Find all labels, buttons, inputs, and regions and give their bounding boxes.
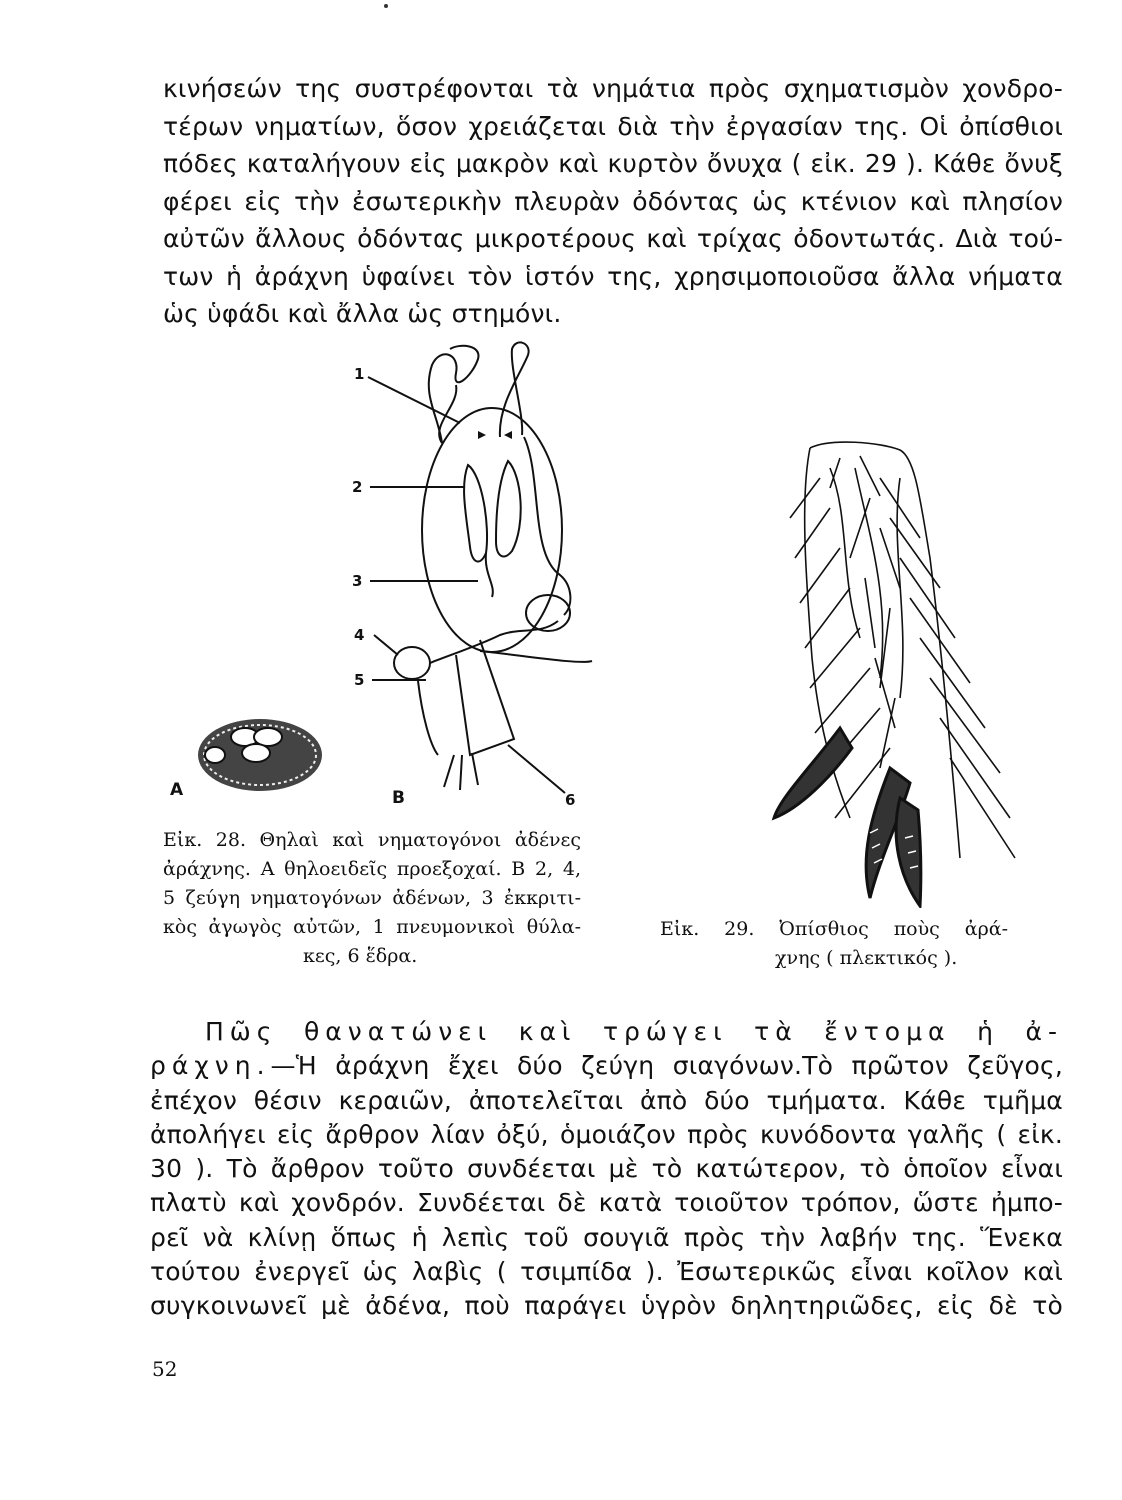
section-heading-continued: ράχνη. [150, 1051, 271, 1081]
text-line: τέρων νηματίων, ὅσον χρειάζεται διὰ τὴν ἐργασίαν της. Οἱ ὀπίσθιοι [163, 111, 1063, 141]
text-line: ρεῖ νὰ κλίνῃ ὅπως ἡ λεπὶς τοῦ σουγιᾶ πρὸς τὴν λαβήν της. Ἕνεκα [150, 1222, 1063, 1252]
label-2: 2 [352, 478, 363, 496]
figure-29-illustration [770, 438, 1070, 908]
caption-line: Εἰκ. 29. Ὀπίσθιος ποὺς ἀρά- [660, 918, 1008, 940]
label-a: A [170, 780, 184, 800]
label-5: 5 [354, 671, 365, 689]
text-line: ὡς ὑφάδι καὶ ἄλλα ὡς στημόνι. [163, 299, 562, 328]
section-heading: Πῶς θανατώνει καὶ τρώγει τὰ ἔντομα ἡ ἀ- [205, 1017, 1063, 1046]
text-line: ἐπέχον θέσιν κεραιῶν, ἀποτελεῖται ἀπὸ δύο τμήματα. Κάθε τμῆμα [150, 1085, 1063, 1115]
text-line: πλατὺ καὶ χονδρόν. Συνδέεται δὲ κατὰ τοιοῦτον τρόπον, ὥστε ἠμπο- [150, 1188, 1063, 1218]
label-6: 6 [565, 791, 576, 809]
text-line: πόδες καταλήγουν εἰς μακρὸν καὶ κυρτὸν ὄνυχα ( εἰκ. 29 ). Κάθε ὄνυξ [163, 149, 1063, 178]
print-speck [384, 4, 388, 8]
caption-line: ἀράχνης. A θηλοειδεῖς προεξοχαί. B 2, 4, [163, 858, 581, 880]
figure-28-illustration [160, 335, 600, 820]
caption-line: κὸς ἀγωγὸς αὐτῶν, 1 πνευμονικοὶ θύλα- [163, 916, 581, 938]
label-b: B [392, 788, 405, 808]
top-paragraph [163, 70, 1063, 333]
text-line: των ἡ ἀράχνη ὑφαίνει τὸν ἱστόν της, χρησιμοποιοῦσα ἄλλα νήματα [163, 261, 1063, 291]
caption-line: χνης ( πλεκτικός ). [775, 947, 958, 969]
section-heading-line [150, 1015, 1063, 1049]
text-line: 30 ). Τὸ ἄρθρον τοῦτο συνδέεται μὲ τὸ κατώτερον, τὸ ὁποῖον εἶναι [150, 1154, 1063, 1184]
text-line: συγκοινωνεῖ μὲ ἀδένα, ποὺ παράγει ὑγρὸν δηλητηριῶδες, εἰς δὲ τὸ [150, 1291, 1063, 1321]
text-line: κινήσεών της συστρέφονται τὰ νημάτια πρὸς σχηματισμὸν χονδρο- [163, 74, 1063, 103]
label-4: 4 [354, 626, 365, 644]
label-1: 1 [354, 365, 365, 383]
text-line: ἀπολήγει εἰς ἄρθρον λίαν ὀξύ, ὁμοιάζον πρὸς κυνόδοντα γαλῆς ( εἰκ. [150, 1119, 1063, 1149]
text-line: φέρει εἰς τὴν ἐσωτερικὴν πλευρὰν ὀδόντας ὡς κτένιον καὶ πλησίον [163, 186, 1063, 216]
label-3: 3 [352, 572, 363, 590]
page-number: 52 [152, 1357, 178, 1381]
text-line [150, 1049, 1063, 1083]
figure-29-caption [660, 915, 1008, 973]
specimen-a-drawing [198, 719, 322, 791]
caption-line: κες, 6 ἕδρα. [303, 945, 418, 967]
caption-line: 5 ζεύγη νηματογόνων ἀδένων, 3 ἐκκριτι- [163, 887, 581, 909]
text-line: αὐτῶν ἄλλους ὀδόντας μικροτέρους καὶ τρίχας ὀδοντωτάς. Διὰ τού- [163, 224, 1063, 253]
text-segment: —Ἡ ἀράχνη ἔχει δύο ζεύγη σιαγόνων.Τὸ πρῶτον ζεῦγος, [270, 1051, 1063, 1081]
bottom-paragraph [150, 1015, 1063, 1324]
figure-28-caption [163, 826, 581, 971]
text-line: τούτου ἐνεργεῖ ὡς λαβὶς ( τσιμπίδα ). Ἐσωτερικῶς εἶναι κοῖλον καὶ [150, 1257, 1063, 1287]
caption-line: Εἰκ. 28. Θηλαὶ καὶ νηματογόνοι ἀδένες [163, 829, 581, 851]
